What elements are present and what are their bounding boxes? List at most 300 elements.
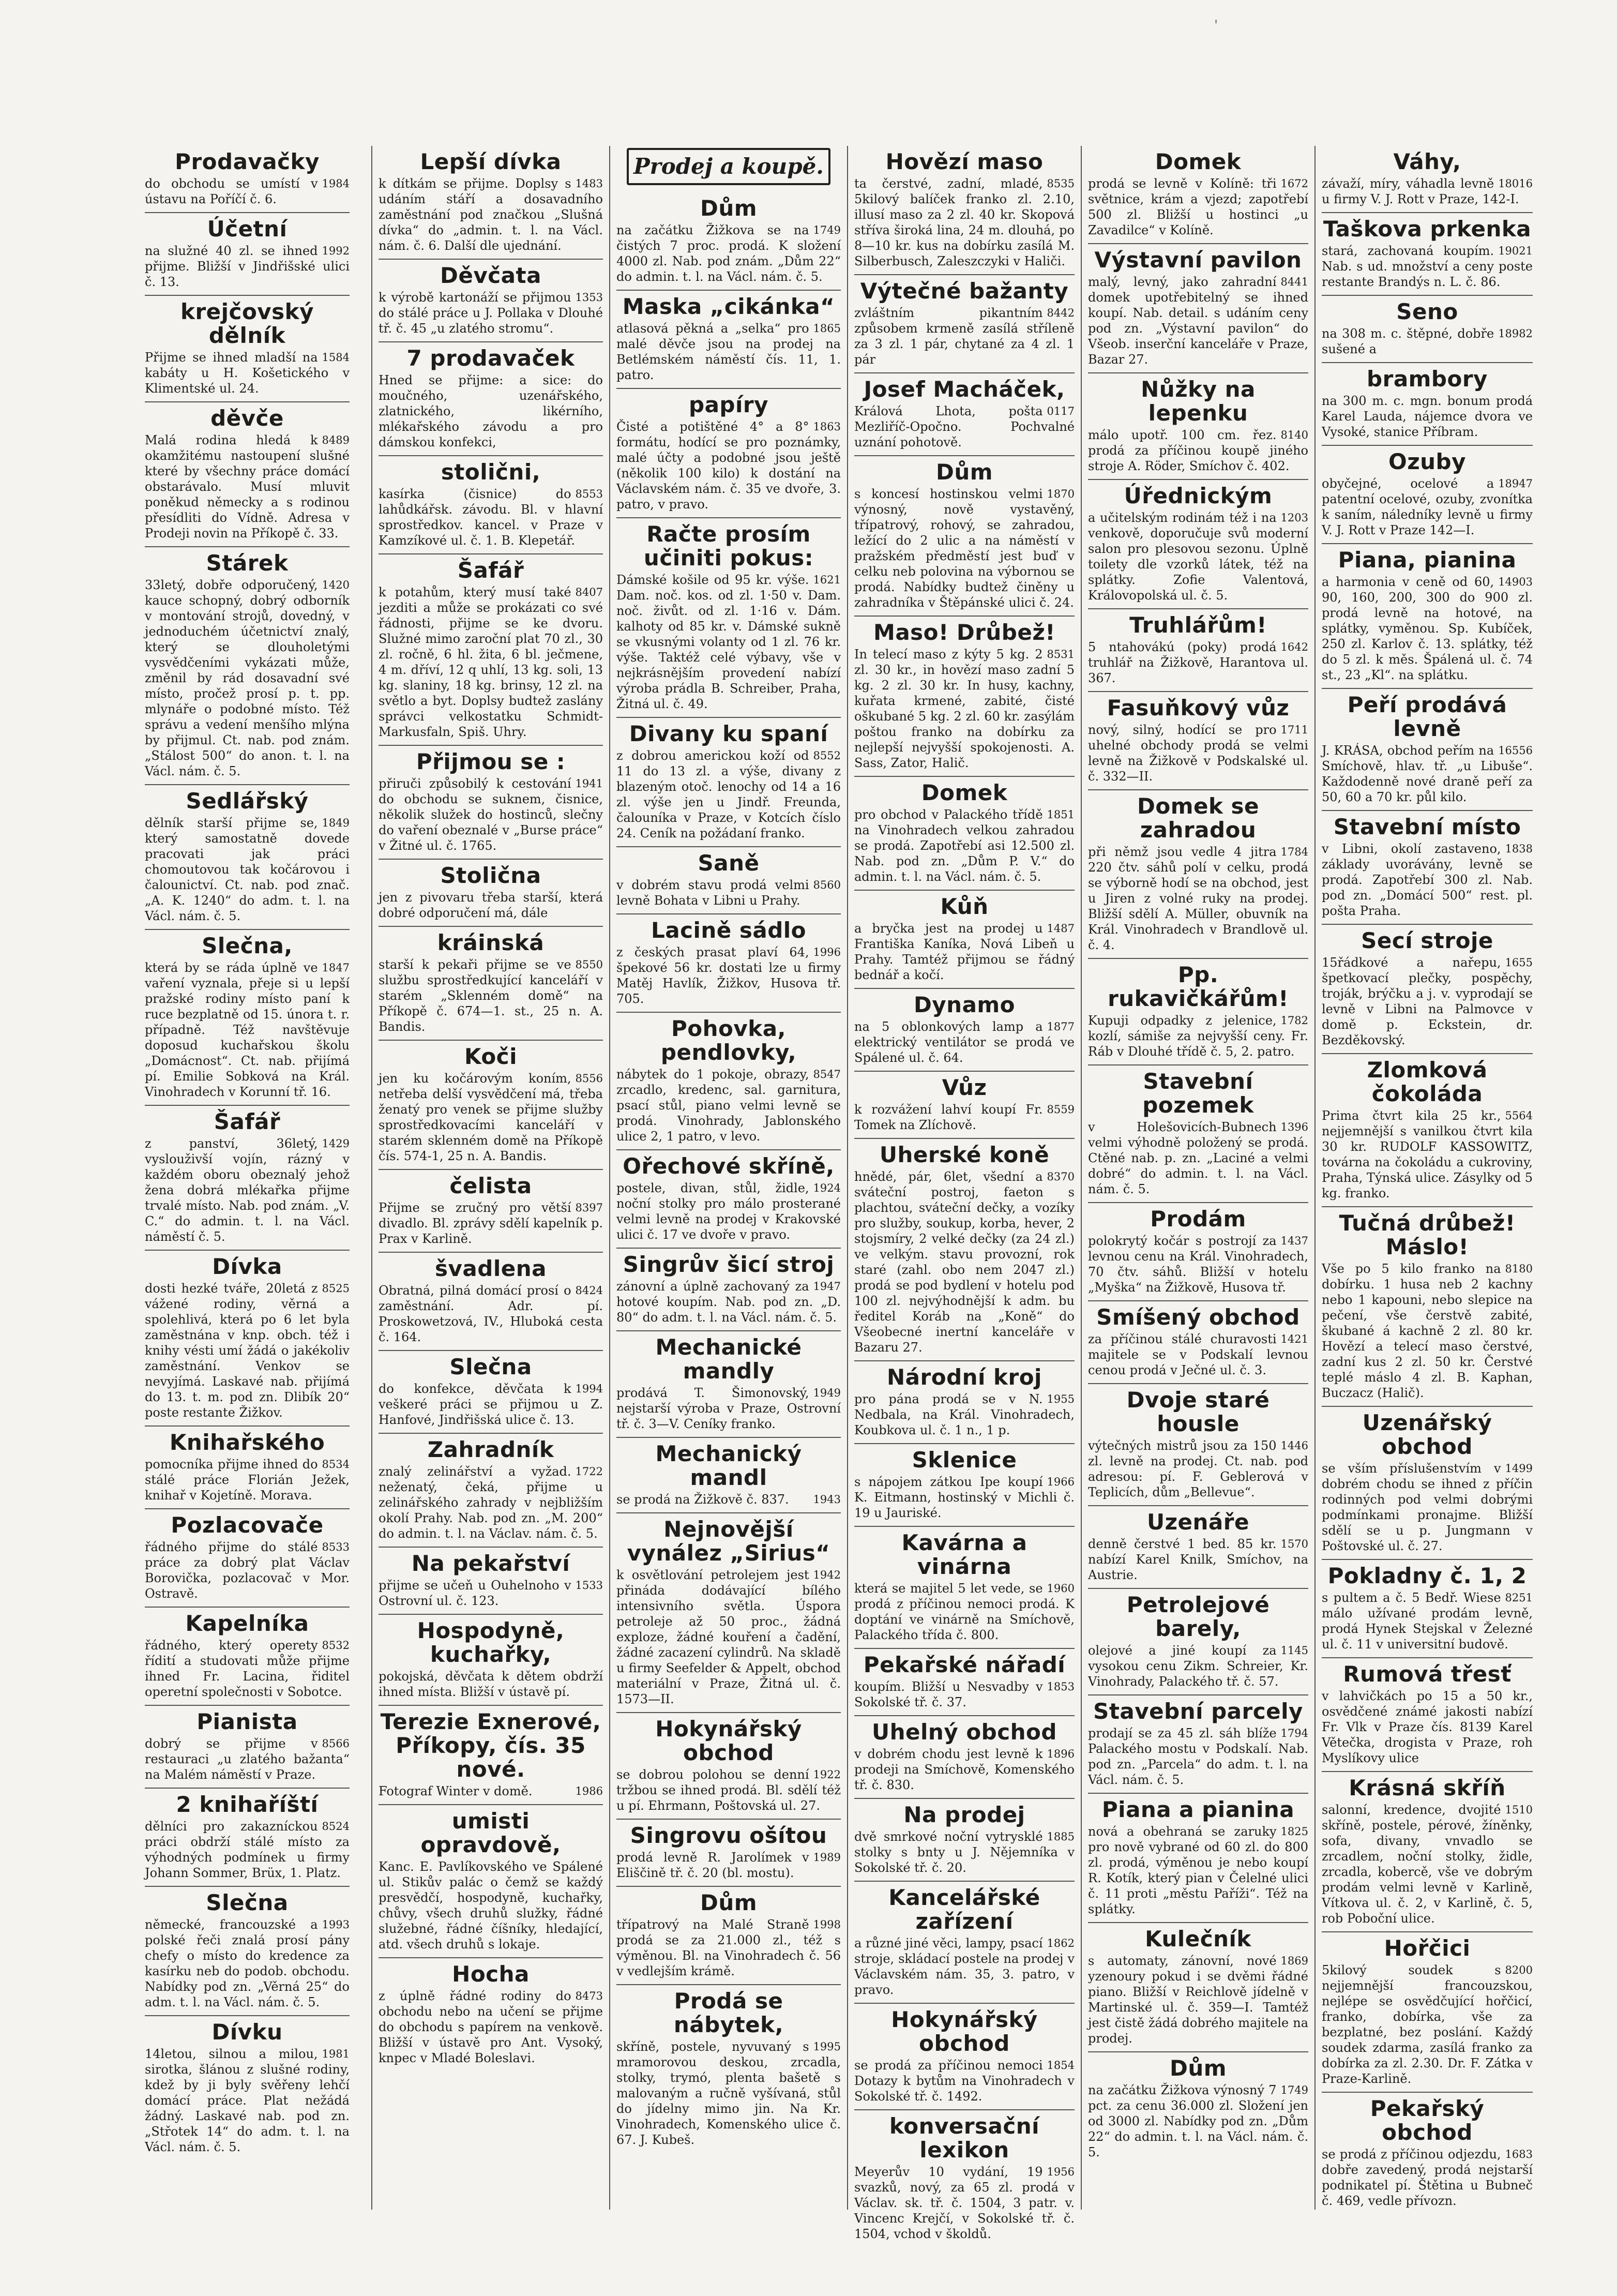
ad-headline: Truhlářům! xyxy=(1129,612,1267,638)
ad-body xyxy=(145,960,350,1100)
ad-text: a různé jiné věci, lampy, psací stroje, skládací postele na prodej v Václavském nám. 35, 3. patro, v pravo. xyxy=(854,1936,1075,1997)
classified-ad xyxy=(379,1170,603,1253)
ad-body xyxy=(854,1474,1075,1521)
ad-text: z dobrou americkou koží od 11 do 13 zl. a výše, divany z blazeným otoč. lenochy od 14 a 16 zl. výše jen u Jindř. Freunda, čalouníka v Praze, v Kotcích číslo 24. Ceník na požádaní franko. xyxy=(616,748,841,841)
ad-number: 1749 xyxy=(1280,2084,1308,2096)
ad-body xyxy=(854,1019,1075,1066)
ad-headline: Hospodyně, kuchařky, xyxy=(417,1618,565,1667)
ad-number: 18982 xyxy=(1498,327,1533,340)
section-heading: Prodej a koupě. xyxy=(627,148,830,185)
ad-number: 1862 xyxy=(1047,1937,1075,1949)
ad-body xyxy=(1088,1013,1308,1059)
ad-text: zvláštním pikantním způsobem krmeně zasílá stříleně za 3 zl. 1 pár, chytané za 4 zl. 1 pár xyxy=(854,306,1075,367)
ad-text: a bryčka jest na prodej u Františka Kaníka, Nová Libeň u Prahy. Tamtéž přijmou se řádný bednář a kočí. xyxy=(854,921,1075,982)
classified-ad xyxy=(616,1713,841,1820)
ad-headline: 7 prodavaček xyxy=(406,346,575,371)
ad-text: jen ku kočárovým koním, netřeba delší vysvědčení má, třeba ženatý pro venek se přijme služby sprostředkovacími kanceláří v starém sklenném domě na Příkopě čís. 574-1, 25 n. A. Bandis. xyxy=(379,1071,603,1163)
ad-body xyxy=(616,2039,841,2148)
ad-text: pokojská, děvčata k dětem obdrží ihned místa. Bližší v ústavě pí. xyxy=(379,1669,603,1699)
ad-body xyxy=(854,2164,1075,2242)
ad-body xyxy=(1088,274,1308,367)
ad-number: 8424 xyxy=(575,1284,603,1297)
ad-body xyxy=(1088,1725,1308,1788)
ad-body xyxy=(145,350,350,396)
column-3 xyxy=(609,146,847,2210)
classified-ad xyxy=(854,275,1075,373)
ad-headline: Účetní xyxy=(207,216,288,242)
ad-number: 1870 xyxy=(1047,488,1075,500)
ad-body xyxy=(145,577,350,779)
classified-ad xyxy=(854,777,1075,891)
ad-headline: Stavební místo xyxy=(1333,814,1521,839)
ad-headline: Tučná drůbež! Máslo! xyxy=(1339,1210,1516,1259)
ad-number: 1722 xyxy=(575,1465,603,1478)
ad-headline: Secí stroje xyxy=(1361,928,1493,953)
ad-headline: Račte prosím učiniti pokus: xyxy=(643,521,814,571)
ad-body xyxy=(1088,1331,1308,1378)
ad-number: 1533 xyxy=(575,1579,603,1592)
classified-ad xyxy=(1088,609,1308,692)
classified-ad xyxy=(145,296,350,402)
ad-text: s automaty, zánovní, nové yzenoury pokud i se dvěmi řádné piano. Bližší v Reichlově jídelně v Martinské ul. č. 359—I. Tamtéž jest čistě žádá dobrého majitele na prodej. xyxy=(1088,1954,1308,2046)
ad-headline: Dynamo xyxy=(913,992,1016,1017)
ad-body xyxy=(145,1539,350,1601)
classified-ad xyxy=(1322,1772,1533,1932)
ad-headline: Stavební parcely xyxy=(1093,1699,1303,1724)
ad-text: nová a obehraná se zaruky pro nově vybrané od 60 zl. do 800 zl. prodá, výměnou je nebo koupí R. Kotík, který pian v Čelelné ulici č. 11 proti „městu Paříži“. Též na splátky. xyxy=(1088,1824,1308,1916)
ad-body xyxy=(379,1988,603,2066)
classified-ad xyxy=(616,1887,841,1985)
ad-text: Vše po 5 kilo franko na dobírku. 1 husa neb 2 kachny nebo 1 kapouni, nebo slepice na pečení, vše čerstvě zabité, škubané á kachně 2 zl. 80 kr. Hovězí a telecí maso čerstvé, zadní kus 2 zl. 50 kr. Čerstvé teplé máslo 4 zl. B. Kaphan, Buczacz (Halič). xyxy=(1322,1262,1533,1400)
column-4 xyxy=(847,146,1081,2241)
ad-number: 1955 xyxy=(1047,1393,1075,1405)
classified-ad xyxy=(145,547,350,785)
ad-text: Malá rodina hledá k okamžitému nastoupení slušné které by všechny práce domácí obstarávalo. Musí mluvit poněkud německy a s rodinou přesídliti do Vídně. Adresa v Prodeji novin na Příkopě č. 33. xyxy=(145,433,350,541)
classified-ad xyxy=(1322,1658,1533,1772)
ad-text: Dámské košile od 95 kr. výše. Dam. noč. kos. od zl. 1·50 v. Dam. noč. živůt. od zl. 1·16 v. Dám. kalhoty od 85 kr. v. Dámské sukně se vkusnými volanty od 1 zl. 76 kr. výše. Taktéž celé výbavy, vše v nejkrásnějším provedení nabízí výroba prádla B. Schreiber, Praha, Žitná ul. č. 49. xyxy=(616,573,841,711)
ad-number: 1749 xyxy=(813,224,841,236)
ad-headline: Hokynářský obchod xyxy=(891,2007,1038,2056)
ad-number: 1782 xyxy=(1280,1014,1308,1027)
ad-body xyxy=(854,1391,1075,1438)
ad-headline: Stolična xyxy=(440,863,541,888)
ad-headline: Kapelníka xyxy=(185,1611,309,1636)
ad-body xyxy=(379,1783,603,1799)
ad-text: malý, levný, jako zahradní domek upotřebitelný se ihned koupí. Nab. detail. s udáním ceny pod zn. „Výstavní pavilon“ do Všeob. inserční kanceláře v Praze, Bazar 27. xyxy=(1088,275,1308,367)
classified-ad xyxy=(1322,1932,1533,2093)
ad-headline: Váhy, xyxy=(1393,149,1461,174)
ad-headline: Koči xyxy=(464,1044,517,1069)
ad-number: 1984 xyxy=(322,177,350,190)
ad-body xyxy=(1088,1233,1308,1295)
ad-text: 15řádkové a nařepu, špetkovací plečky, pospěchy, troják, brýčku a j. v. vyprodají se levně v Libni na Palmovce v domě p. Eckstein, dr. Bezděkovský. xyxy=(1322,955,1533,1047)
ad-body xyxy=(616,1492,841,1507)
classified-ad xyxy=(1088,1301,1308,1384)
ad-body xyxy=(379,1071,603,1164)
ad-number: 8442 xyxy=(1047,307,1075,319)
ad-body xyxy=(379,776,603,853)
ad-body xyxy=(854,1746,1075,1793)
ad-headline: umisti opravdově, xyxy=(420,1808,561,1857)
ad-body xyxy=(379,1464,603,1541)
ad-text: která se majitel 5 let vede, se prodá z příčinou nemoci prodá. K doptání ve vinárně na Smíchově, Palackého třída č. 800. xyxy=(854,1581,1075,1642)
ad-headline: Prodám xyxy=(1150,1206,1246,1232)
ad-text: stará, zachovaná koupím. Nab. s ud. množství a ceny poste restante Brandýs n. L. č. 86. xyxy=(1322,244,1533,289)
ad-headline: Petrolejové barely, xyxy=(1126,1592,1270,1641)
ad-text: In telecí maso z kýty 5 kg. 2 zl. 30 kr., in hovězí maso zadní 5 kg. 2 zl. 30 kr. In husy, kachny, kuřata krmené, zabité, čisté oškubané 5 kg. 2 zl. 60 kr. zasýlám poštou franko na dobírku za nejlepší nejvyšší spokojenosti. A. Sass, Zator, Halič. xyxy=(854,647,1075,770)
ad-text: pro pána prodá se v N. Nedbala, na Král. Vinohradech, Koubkova ul. č. 1 n., 1 p. xyxy=(854,1392,1075,1437)
ad-number: 1922 xyxy=(813,1768,841,1781)
ad-body xyxy=(616,1385,841,1432)
ad-text: koupím. Bližší u Nesvadby v Sokolské tř. č. 37. xyxy=(854,1679,1043,1709)
classified-ad xyxy=(379,746,603,860)
ad-text: s nápojem zátkou Ipe koupí K. Eitmann, hostinský v Michli č. 19 u Jauriské. xyxy=(854,1475,1075,1520)
classified-ad xyxy=(854,2004,1075,2110)
ad-body xyxy=(616,222,841,284)
ad-body xyxy=(1088,844,1308,953)
ad-number: 1865 xyxy=(813,322,841,335)
classified-ad xyxy=(379,1805,603,1958)
classified-ad xyxy=(1088,1794,1308,1923)
ad-body xyxy=(379,1283,603,1345)
ad-number: 14903 xyxy=(1498,576,1533,588)
ad-body xyxy=(854,1581,1075,1643)
classified-ad xyxy=(1322,1560,1533,1658)
ad-body xyxy=(1088,176,1308,238)
ad-number: 5564 xyxy=(1505,1109,1533,1122)
ad-text: Kupuji odpadky z jelenice, kozlí, sámiše za nejvyšší ceny. Fr. Ráb v Dlouhé třídě č. 5, 2. patro. xyxy=(1088,1013,1308,1059)
ad-text: olejové a jiné koupí za vysokou cenu Zikm. Schreier, Kr. Vinohrady, Palackého tř. č. 57. xyxy=(1088,1643,1308,1689)
classified-ad xyxy=(854,1361,1075,1444)
ad-text: přiruči způsobilý k cestování do obchodu se suknem, čisnice, několik služek do hostinců, slečny do vaření obeznalé v „Burse práce“ v Žitné ul. č. 1765. xyxy=(379,776,603,853)
ad-text: 5 ntahovákú (poky) prodá truhlář na Žižkově, Harantova ul. 367. xyxy=(1088,640,1308,685)
ad-headline: Uherské koně xyxy=(879,1142,1050,1167)
classified-ad xyxy=(1322,213,1533,296)
ad-number: 1993 xyxy=(322,1918,350,1931)
ad-body xyxy=(1322,955,1533,1048)
classified-ad xyxy=(1322,146,1533,213)
ad-headline: Pohovka, pendlovky, xyxy=(660,1016,797,1065)
classified-ad xyxy=(616,1249,841,1331)
ad-body xyxy=(616,321,841,383)
ad-text: řádného, který operety řídití a studovati může přijme ihned Fr. Lacina, řiditel operetní společnosti v Sobotce. xyxy=(145,1638,350,1699)
ad-headline: Divany ku spaní xyxy=(629,721,828,746)
ad-headline: Hořčici xyxy=(1384,1935,1471,1961)
ad-body xyxy=(1322,1802,1533,1926)
classified-ad xyxy=(616,1331,841,1438)
ad-number: 8441 xyxy=(1280,276,1308,288)
ad-text: v dobrém stavu prodá velmi levně Bohata v Libni u Prahy. xyxy=(616,878,809,908)
classified-ad xyxy=(1088,2052,1308,2165)
classified-ad xyxy=(854,989,1075,1072)
ad-headline: Knihařského xyxy=(169,1430,325,1455)
ad-number: 1145 xyxy=(1280,1644,1308,1657)
ad-headline: Dům xyxy=(700,1890,758,1915)
ad-headline: Maska „cikánka“ xyxy=(622,294,835,319)
classified-ad xyxy=(854,1799,1075,1882)
ad-body xyxy=(854,807,1075,884)
ad-headline: Seno xyxy=(1396,299,1458,324)
ad-body xyxy=(379,372,603,450)
classified-ad xyxy=(379,1434,603,1548)
classified-ad xyxy=(1088,959,1308,1066)
ad-headline: Pekařské nářadí xyxy=(863,1652,1066,1677)
ad-headline: Na prodej xyxy=(903,1802,1025,1827)
ad-body xyxy=(145,1917,350,2010)
classified-ad xyxy=(379,342,603,456)
ad-text: se vším příslušenstvím v dobrém chodu se ihned z příčin rodinných pod velmi dobrými podmínkami pronajme. Bližší sdělí se u p. Jungmann v Poštovské ul. č. 27. xyxy=(1322,1461,1533,1553)
ad-number: 1966 xyxy=(1047,1476,1075,1488)
ad-text: na začátku Žižkova se na čistých 7 proc. prodá. K složení 4000 zl. Nab. pod znám. „Dům 22“ do admin. t. l. na Václ. nám. č. 5. xyxy=(616,223,841,284)
ad-text: k osvětlování petrolejem jest přináda dodávající bílého intensivního světla. Úspora petroleje až 50 proc., žádná exploze, žádné kouření a čadění, žádné zacazení cylindrů. Na skladě u firmy Seefelder & Appelt, obchod materiální v Praze, Žitná ul. č. 1573—II. xyxy=(616,1568,841,1706)
ad-headline: Dvoje staré housle xyxy=(1126,1387,1270,1436)
ad-number: 8553 xyxy=(575,488,603,500)
classified-ad xyxy=(854,617,1075,777)
ad-text: polokrytý kočár s postrojí za levnou cenu na Král. Vinohradech, 70 čtv. sáhů. Bližší v hotelu „Myška“ na Žižkově, Husova tř. xyxy=(1088,1234,1308,1295)
ad-text: prodají se za 45 zl. sáh blíže Palackého mostu v Podskalí. Nab. pod zn. „Parcela“ do adm. t. l. na Václ. nám. č. 5. xyxy=(1088,1726,1308,1787)
ad-headline: Národní kroj xyxy=(887,1364,1042,1390)
classified-ad xyxy=(1322,2093,1533,2214)
ad-body xyxy=(616,1850,841,1881)
ad-number: 1683 xyxy=(1505,2148,1533,2160)
ad-body xyxy=(1322,2147,1533,2209)
ad-text: prodává T. Šimonovský, nejstarší výroba v Praze, Ostrovní tř. č. 3—V. Ceníky franko. xyxy=(616,1386,841,1431)
classified-ad xyxy=(1322,811,1533,925)
classified-ad xyxy=(1088,1695,1308,1794)
classified-ad xyxy=(145,785,350,930)
ad-headline: Prodá se nábytek, xyxy=(673,1988,784,2037)
ad-body xyxy=(145,815,350,924)
classified-ad xyxy=(1322,1407,1533,1560)
ad-body xyxy=(616,1567,841,1707)
classified-ad xyxy=(379,456,603,554)
ad-text: která by se ráda úplně ve vaření vyznala, přeje si u lepší pražské rodiny místo paní k ruce bezplatně od 15. února t. r. případně. Též navštěvuje doposud kuchařskou školu „Domácnost“. Ct. nab. přijímá pí. Emilie Sobková na Král. Vinohradech v Korunní tř. 16. xyxy=(145,961,350,1099)
ad-text: s koncesí hostinskou velmi výnosný, nově vystavěný, třípatrový, rohový, se zahradou, ležící do 2 ulic a na náměstí v pražském předměstí jest buď v celku neb polovina na výbornou se prodá. Nabídky budtež činěny u zahradníka v Štěpánské ulici č. 24. xyxy=(854,487,1075,610)
ad-text: Obratná, pilná domácí prosí o zaměstnání. Adr. pí. Proskowetzová, IV., Hluboká cesta č. 164. xyxy=(379,1283,603,1344)
ad-headline: Fasuňkový vůz xyxy=(1107,695,1290,721)
ad-number: 1851 xyxy=(1047,808,1075,821)
ad-text: prodá levně R. Jarolímek v Eliščině tř. č. 20 (bl. mostu). xyxy=(616,1850,809,1880)
ad-text: na začátku Žižkova výnosný 7 pct. za cenu 36.000 zl. Složení jen od 3000 zl. Nabídky pod zn. „Dům 22“ do admin. t. l. na Václ. nám. č. 5. xyxy=(1088,2083,1308,2159)
ad-headline: Prodavačky xyxy=(175,149,320,174)
ad-number: 8397 xyxy=(575,1202,603,1214)
ad-number: 19021 xyxy=(1498,245,1533,257)
ad-headline: Sklenice xyxy=(912,1447,1017,1473)
ad-headline: Výstavní pavilon xyxy=(1094,247,1302,273)
ad-body xyxy=(379,1578,603,1609)
ad-text: ta čerstvé, zadní, mladé, 5kilový balíček franko zl. 2.10, illusí maso za 2 zl. 40 kr. Skopová stříva široká lina, 24 m. dlouhá, po 8—10 kr. kus na dobírku zasílá M. Silberbusch, Zaleszczyki v Haliči. xyxy=(854,176,1075,268)
ad-headline: Úřednickým xyxy=(1124,483,1273,508)
classified-ad xyxy=(854,2110,1075,2247)
ad-number: 1992 xyxy=(322,245,350,257)
ad-body xyxy=(854,1169,1075,1355)
ad-body xyxy=(1322,1688,1533,1766)
ad-number: 8407 xyxy=(575,586,603,598)
ad-text: na 300 m. c. mgn. bonum prodá Karel Lauda, nájemce dvora ve Vysoké, stanice Příbram. xyxy=(1322,394,1533,439)
ad-body xyxy=(145,2046,350,2155)
ad-body xyxy=(616,1180,841,1242)
ad-body xyxy=(145,1136,350,1244)
ad-text: 5kilový soudek s nejjemnější francouzskou, nejlépe se osvědčující hořčicí, franko, dobírka, vše za bezplatné, bez poslání. Každý soudek zdarma, zasílá franko za dobírka za zl. 2.30. Dr. F. Zátka v Praze-Karlině. xyxy=(1322,1963,1533,2086)
ad-headline: Slečna xyxy=(449,1354,532,1379)
ad-text: v Libni, okolí zastaveno, základy uvorávány, levně se prodá. Zapotřebí 300 zl. Nab. pod zn. „Domácí 500“ rest. pl. pošta Praha. xyxy=(1322,842,1533,918)
classified-ad xyxy=(854,146,1075,275)
classified-ad xyxy=(1322,1207,1533,1407)
ad-text: prodá se levně v Kolíně: tři světnice, krám a vjezd; zapotřebí 500 zl. Bližší u hostinci „u Zavadilce“ v Kolíně. xyxy=(1088,176,1308,237)
ad-headline: Kavárna a vinárna xyxy=(901,1530,1027,1579)
ad-text: starší k pekaři přijme se ve službu sprostředkující kanceláří v starém „Sklenném domě“ na Příkopě č. 674—1. st., 25 n. A. Bandis. xyxy=(379,957,603,1034)
ad-body xyxy=(616,1279,841,1325)
classified-ad xyxy=(854,1444,1075,1527)
ad-text: se prodá na Žižkově č. 837. xyxy=(616,1492,789,1507)
classified-ad xyxy=(1322,925,1533,1054)
classified-ad xyxy=(854,1139,1075,1361)
ad-number: 1863 xyxy=(813,421,841,433)
ad-number: 1711 xyxy=(1280,724,1308,736)
classified-ad xyxy=(616,1150,841,1249)
ad-body xyxy=(1088,1119,1308,1197)
ad-headline: Singrův šicí stroj xyxy=(623,1252,835,1277)
ad-number: 1947 xyxy=(813,1280,841,1293)
ad-text: německé, francouzské a polské řeči znalá prosí pány chefy o místo do kredence za kasírku neb do podob. obchodu. Nabídky pod zn. „Věrná 25“ do adm. t. l. na Václ. nám. č. 5. xyxy=(145,1917,350,2009)
ad-number: 8200 xyxy=(1505,1964,1533,1976)
ad-headline: Taškova prkenka xyxy=(1323,216,1532,242)
ad-number: 1510 xyxy=(1505,1804,1533,1816)
ad-number: 8473 xyxy=(575,1990,603,2002)
ad-body xyxy=(1088,510,1308,603)
classified-ad xyxy=(1088,790,1308,959)
ad-number: 1924 xyxy=(813,1182,841,1194)
ad-headline: Nůžky na lepenku xyxy=(1141,377,1256,426)
ad-text: na služné 40 zl. se ihned přijme. Bližší v Jindřišské ulici č. 13. xyxy=(145,244,350,289)
ad-headline: Dívka xyxy=(212,1254,282,1279)
classified-ad xyxy=(854,1882,1075,2004)
ad-headline: Hovězí maso xyxy=(885,149,1044,174)
ad-text: hnědé, pár, 6let, všední a sváteční postroj, faeton s plachtou, sváteční dečky, a vozíky pro služby, soukup, korba, hever, 2 stojsmíry, 2 velké dečky (za 24 zl.) ve velkým. stavu provozní, rok staré (zahl. obo nem 2047 zl.) prodá se pod bydlení v hotelu pod 100 zl. nejvýhodnější k adm. bu ředitel Koráb na „Koně“ do Všeobecné inertní kanceláře v Bazaru 27. xyxy=(854,1169,1075,1355)
ad-number: 1996 xyxy=(813,946,841,958)
classified-ad xyxy=(854,1649,1075,1716)
ad-number: 1995 xyxy=(813,2040,841,2053)
ad-text: Prima čtvrt kila 25 kr., nejjemnější s vanilkou čtvrt kila 30 kr. RUDOLF KASSOWITZ, továrna na čokoládu a cukroviny, Praha, Týnská ulice. Zásylky od 5 kg. franko. xyxy=(1322,1108,1533,1200)
ad-headline: Kancelářské zařízení xyxy=(888,1885,1040,1934)
ad-text: Přijme se ihned mladší na kabáty u H. Košetického v Klimentské ul. 24. xyxy=(145,350,350,396)
ad-text: na 308 m. c. štěpné, dobře sušené a xyxy=(1322,326,1494,356)
ad-body xyxy=(1322,743,1533,805)
classified-ad xyxy=(854,1527,1075,1649)
ad-text: 33letý, dobře odporučený, kauce schopný, dobrý odborník v montování strojů, dovedný, v jednoduchém účetnictví znalý, který se dlouholetými vysvědčeními vykázati může, změnil by rád dosavadní své místo, pročež prosí p. t. pp. mlynáře o podobné místo. Též správu a vedení menšího mlýna by přijmul. Ct. nab. pod znám. „Stálost 500“ do anon. t. l. na Václ. nám. č. 5. xyxy=(145,578,350,778)
ad-body xyxy=(1088,427,1308,474)
ad-headline: Pokladny č. 1, 2 xyxy=(1327,1563,1527,1588)
ad-body xyxy=(1088,1953,1308,2046)
ad-number: 1877 xyxy=(1047,1021,1075,1033)
classified-ad xyxy=(1088,692,1308,790)
ad-headline: Josef Macháček, xyxy=(864,377,1065,402)
ad-headline: Uhelný obchod xyxy=(872,1719,1057,1745)
ad-text: kasírka (čisnice) do lahůdkářsk. závodu. Bl. v hlavní sprostředkov. kancel. v Praze v Kamzíkové ul. č. 1. B. Klepetář. xyxy=(379,487,603,548)
classified-ad xyxy=(379,1253,603,1351)
classified-ad xyxy=(854,1072,1075,1139)
ad-text: v Holešovicích-Bubnech velmi výhodně položený se prodá. Ctěné nab. p. zn. „Laciné a velmi dobré“ do admin. t. l. na Václ. nám. č. 5. xyxy=(1088,1120,1308,1196)
column-5 xyxy=(1081,146,1314,2210)
ad-number: 1353 xyxy=(575,291,603,304)
ad-body xyxy=(379,584,603,740)
ad-number: 1885 xyxy=(1047,1830,1075,1843)
ad-body xyxy=(616,877,841,908)
ad-number: 1869 xyxy=(1280,1955,1308,1967)
ad-headline: Hokynářský obchod xyxy=(655,1716,802,1765)
ad-text: do konfekce, děvčata k veškeré práci se přijmou u Z. Hanfové, Jindřišská ulice č. 13. xyxy=(379,1382,603,1427)
ad-number: 1960 xyxy=(1047,1582,1075,1595)
ad-number: 1896 xyxy=(1047,1748,1075,1760)
ad-text: Čisté a potištěné 4° a 8° formátu, hodící se pro poznámky, malé účty a podobné jsou ještě (několik 100 kilo) k dostání na Václavském nám. č. 35 ve dvoře, 3. patro, v pravo. xyxy=(616,419,841,512)
classified-ad xyxy=(1322,544,1533,689)
ad-body xyxy=(1088,722,1308,784)
ad-body xyxy=(616,1067,841,1144)
classified-ad xyxy=(1088,146,1308,244)
ad-number: 8547 xyxy=(813,1068,841,1081)
ad-text: Přijme se zručný pro větší divadlo. Bl. zprávy sdělí kapelník p. Prax v Karlině. xyxy=(379,1200,603,1246)
ad-body xyxy=(1322,1261,1533,1401)
ad-body xyxy=(1322,1108,1533,1201)
classified-ad xyxy=(854,456,1075,617)
ad-body xyxy=(854,647,1075,771)
ad-headline: konversační lexikon xyxy=(889,2113,1040,2163)
classified-ad xyxy=(1088,1203,1308,1301)
ad-headline: Ořechové skříně, xyxy=(623,1153,835,1179)
classified-ad xyxy=(379,927,603,1041)
ad-text: Kanc. E. Pavlíkovského ve Spálené ul. Stikův palác o čemž se každý presvědčí, hospodyně, kuchařky, chůvy, všech druhů služky, řádné služebné, řádné číšníky, hledající, atd. všech druhů s lokaje. xyxy=(379,1859,603,1952)
classified-ad xyxy=(379,1351,603,1434)
ad-body xyxy=(379,1669,603,1700)
classified-ad xyxy=(616,718,841,847)
ad-number: 1943 xyxy=(813,1493,841,1506)
ad-body xyxy=(379,890,603,921)
classified-ad xyxy=(616,518,841,718)
ad-body xyxy=(616,1767,841,1813)
ad-number: 1642 xyxy=(1280,641,1308,653)
ad-text: a učitelským rodinám též i na venkově, doporučuje svů moderní salon pro plesovou sezonu. Úplně toilety dle vzorků látek, též na splátky. Zofie Valentová, Královopolská ul. č. 5. xyxy=(1088,511,1308,603)
ad-body xyxy=(1088,639,1308,686)
ad-body xyxy=(145,243,350,290)
classified-ad xyxy=(145,1887,350,2016)
ad-headline: Zlomková čokoláda xyxy=(1367,1057,1488,1106)
ad-body xyxy=(854,1935,1075,1998)
ad-headline: Pianista xyxy=(197,1709,298,1734)
ad-headline: Výtečné bažanty xyxy=(860,278,1069,304)
ad-headline: Slečna, xyxy=(202,933,293,958)
classified-ad xyxy=(854,1716,1075,1799)
ad-text: skříně, postele, nyvuvaný s mramorovou deskou, zrcadla, stolky, trymó, plenta bašetě s malovaným a ručně vyšívaná, stůl do jídelny mimo jin. Na Kr. Vinohradech, Komenského ulice č. 67. J. Kubeš. xyxy=(616,2039,841,2147)
ad-number: 8560 xyxy=(813,879,841,891)
classified-ad xyxy=(379,1548,603,1615)
ad-text: v lahvičkách po 15 a 50 kr., osvědčené známé jakosti nabízí Fr. Vlk v Praze čís. 8139 Karel Větečka, drogista v Praze, roh Myslíkovy ulice xyxy=(1322,1689,1533,1765)
ad-text: pro obchod v Palackého třídě na Vinohradech velkou zahradou se prodá. Zapotřebí asi 12.500 zl. Nab. pod zn. „Dům P. V.“ do admin. t. l. na Václ. nám. č. 5. xyxy=(854,807,1075,884)
ad-number: 8525 xyxy=(322,1282,350,1295)
classified-ad xyxy=(616,291,841,389)
ad-text: v dobrém chodu jest levně k prodeji na Smíchově, Komenského tř. č. 830. xyxy=(854,1747,1075,1792)
ad-text: nový, silný, hodící se pro uhelné obchody prodá se velmi levně na Žižkově v Podskalské ul. č. 332—II. xyxy=(1088,723,1308,784)
classified-ad xyxy=(1322,1054,1533,1207)
ad-number: 1949 xyxy=(813,1387,841,1399)
ad-body xyxy=(1088,1438,1308,1500)
ad-text: dobrý se přijme v restauraci „u zlatého bažanta“ na Malém náměstí v Praze. xyxy=(145,1736,350,1782)
ad-headline: Kůň xyxy=(940,894,989,919)
ad-text: salonní, kredence, dvojité skříně, postele, pérové, žíněnky, sofa, divany, vnvadlo se zrcadlem, noční stolky, židle, zrcadla, kobercě, vše ve dobrým prodám velmi levně v Karlině, Vítkova ul. č. 2, v Karlině, č. 5, rob Poboční ulice. xyxy=(1322,1803,1533,1926)
classified-ad xyxy=(616,1438,841,1513)
ad-body xyxy=(1322,393,1533,440)
ad-number: 1655 xyxy=(1505,956,1533,969)
classified-ad xyxy=(145,402,350,547)
